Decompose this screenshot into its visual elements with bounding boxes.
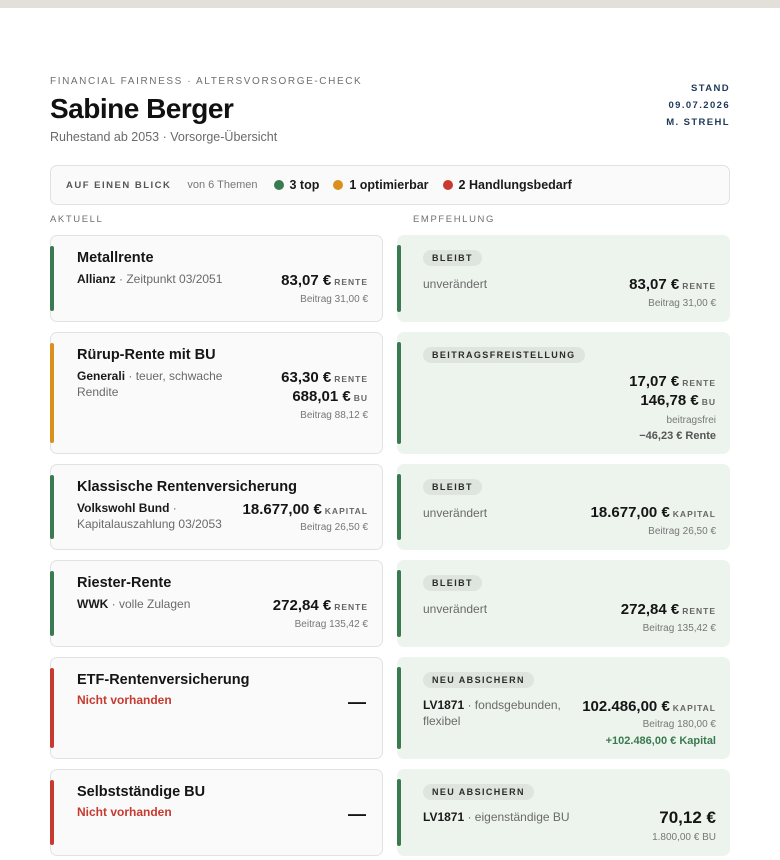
summary-bar bbox=[50, 165, 730, 205]
status-bar bbox=[397, 667, 401, 749]
stand-block bbox=[666, 80, 730, 131]
status-bar bbox=[50, 343, 54, 443]
card-title: Metallrente bbox=[77, 250, 154, 266]
summary-sub: von 6 Themen bbox=[187, 179, 258, 191]
stat-action-needed bbox=[443, 178, 572, 192]
status-badge: NEU ABSICHERN bbox=[423, 784, 534, 800]
status-badge: BLEIBT bbox=[423, 250, 482, 266]
provider: LV1871 bbox=[423, 698, 465, 712]
status-bar bbox=[397, 570, 401, 637]
status-badge: BEITRAGSFREISTELLUNG bbox=[423, 347, 585, 363]
card-title: ETF-Rentenversicherung bbox=[77, 672, 250, 688]
contribution: Beitrag 31,00 € bbox=[300, 294, 368, 305]
provider: WWK bbox=[77, 597, 109, 611]
delta: +102.486,00 € Kapital bbox=[605, 735, 716, 747]
status-bar bbox=[50, 668, 54, 748]
rec-note bbox=[423, 697, 561, 729]
status-bar bbox=[50, 475, 54, 539]
contribution: Beitrag 180,00 € bbox=[642, 719, 716, 730]
missing-label: Nicht vorhanden bbox=[77, 693, 172, 707]
rec-note: unverändert bbox=[423, 277, 488, 291]
unit: RENTE bbox=[682, 378, 716, 388]
stand-author: M. STREHL bbox=[666, 117, 730, 128]
amount-2: 688,01 € BU bbox=[292, 388, 368, 405]
status-bar bbox=[50, 780, 54, 845]
contribution: Beitrag 88,12 € bbox=[300, 410, 368, 421]
contribution: Beitrag 26,50 € bbox=[300, 522, 368, 533]
stand-date: 09.07.2026 bbox=[668, 100, 730, 111]
amount: 272,84 € RENTE bbox=[620, 601, 716, 618]
empty-dash: — bbox=[348, 804, 366, 824]
column-header-recommendation: EMPFEHLUNG bbox=[413, 214, 495, 225]
provider: Generali bbox=[77, 369, 126, 383]
current-card-bu[interactable] bbox=[50, 769, 383, 856]
card-title: Riester-Rente bbox=[77, 575, 172, 591]
contribution: Beitrag 26,50 € bbox=[648, 526, 716, 537]
status-bar bbox=[397, 779, 401, 846]
current-card-riester[interactable] bbox=[50, 560, 383, 647]
unit-2: BU bbox=[701, 397, 716, 407]
current-card-metallrente[interactable] bbox=[50, 235, 383, 322]
summary-label: AUF EINEN BLICK bbox=[66, 179, 172, 191]
stat-top bbox=[274, 178, 320, 192]
stat-optimizable bbox=[333, 178, 428, 192]
contribution: Beitrag 135,42 € bbox=[642, 623, 716, 634]
status-badge: BLEIBT bbox=[423, 575, 482, 591]
current-card-ruerup[interactable] bbox=[50, 332, 383, 454]
detail-2: Kapitalauszahlung 03/2053 bbox=[77, 517, 222, 531]
provider: Allianz bbox=[77, 272, 116, 286]
detail-2: Rendite bbox=[77, 385, 119, 399]
delta: −46,23 € Rente bbox=[639, 430, 716, 442]
detail-2: flexibel bbox=[423, 714, 461, 728]
amount: 63,30 € RENTE bbox=[281, 369, 368, 386]
empty-dash: — bbox=[348, 692, 366, 712]
status-bar bbox=[397, 245, 401, 312]
detail: · teuer, schwache bbox=[125, 369, 223, 383]
unit: RENTE bbox=[334, 602, 368, 612]
card-title: Rürup-Rente mit BU bbox=[77, 347, 216, 363]
amount: 83,07 € RENTE bbox=[281, 272, 368, 289]
status-badge: NEU ABSICHERN bbox=[423, 672, 534, 688]
stat-top-label: 3 top bbox=[289, 178, 320, 192]
rec-card-klassische-rv[interactable] bbox=[397, 464, 730, 550]
rec-card-ruerup[interactable] bbox=[397, 332, 730, 454]
amount: 18.677,00 € KAPITAL bbox=[590, 504, 716, 521]
top-bar bbox=[0, 0, 780, 8]
provider: Volkswohl Bund bbox=[77, 501, 170, 515]
detail: · volle Zulagen bbox=[108, 597, 191, 611]
unit: KAPITAL bbox=[672, 509, 716, 519]
unit: RENTE bbox=[334, 277, 368, 287]
rec-note: unverändert bbox=[423, 602, 488, 616]
unit-2: BU bbox=[353, 393, 368, 403]
green-dot-icon bbox=[274, 180, 284, 190]
unit: KAPITAL bbox=[672, 703, 716, 713]
stat-need-label: 2 Handlungsbedarf bbox=[458, 178, 572, 192]
unit: RENTE bbox=[682, 606, 716, 616]
rec-note: unverändert bbox=[423, 506, 488, 520]
card-meta bbox=[77, 500, 222, 532]
page-subtitle: Ruhestand ab 2053 · Vorsorge-Übersicht bbox=[50, 130, 278, 144]
status-badge: BLEIBT bbox=[423, 479, 482, 495]
amount: 102.486,00 € KAPITAL bbox=[582, 698, 716, 715]
column-header-current: AKTUELL bbox=[50, 214, 104, 225]
rec-card-metallrente[interactable] bbox=[397, 235, 730, 322]
rec-note bbox=[423, 809, 570, 825]
provider: LV1871 bbox=[423, 810, 465, 824]
page-header bbox=[50, 76, 730, 156]
current-card-etf[interactable] bbox=[50, 657, 383, 759]
eyebrow: FINANCIAL FAIRNESS · ALTERSVORSORGE-CHECK bbox=[50, 76, 363, 87]
contribution: 1.800,00 € BU bbox=[652, 832, 716, 843]
unit: RENTE bbox=[334, 374, 368, 384]
status-bar bbox=[50, 246, 54, 311]
amount-2: 146,78 € BU bbox=[640, 392, 716, 409]
amount: 272,84 € RENTE bbox=[272, 597, 368, 614]
unit: RENTE bbox=[682, 281, 716, 291]
amount: 18.677,00 € KAPITAL bbox=[242, 501, 368, 518]
contribution: beitragsfrei bbox=[666, 415, 716, 426]
status-bar bbox=[397, 474, 401, 540]
contribution: Beitrag 135,42 € bbox=[294, 619, 368, 630]
card-title: Selbstständige BU bbox=[77, 784, 206, 800]
detail: · eigenständige BU bbox=[464, 810, 570, 824]
red-dot-icon bbox=[443, 180, 453, 190]
detail: · bbox=[169, 501, 177, 515]
page-title: Sabine Berger bbox=[50, 93, 234, 124]
status-bar bbox=[50, 571, 54, 636]
orange-dot-icon bbox=[333, 180, 343, 190]
current-card-klassische-rv[interactable] bbox=[50, 464, 383, 550]
card-title: Klassische Rentenversicherung bbox=[77, 479, 298, 495]
missing-label: Nicht vorhanden bbox=[77, 805, 172, 819]
status-bar bbox=[397, 342, 401, 444]
detail: · Zeitpunkt 03/2051 bbox=[115, 272, 223, 286]
amount: 70,12 € bbox=[659, 808, 716, 827]
contribution: Beitrag 31,00 € bbox=[648, 298, 716, 309]
detail: · fondsgebunden, bbox=[464, 698, 561, 712]
card-meta bbox=[77, 271, 222, 287]
stat-opt-label: 1 optimierbar bbox=[349, 178, 429, 192]
unit: KAPITAL bbox=[324, 506, 368, 516]
card-meta bbox=[77, 368, 222, 400]
rec-card-riester[interactable] bbox=[397, 560, 730, 647]
rec-card-bu[interactable] bbox=[397, 769, 730, 856]
stand-label: STAND bbox=[690, 83, 730, 94]
amount: 83,07 € RENTE bbox=[629, 276, 716, 293]
rec-card-etf[interactable] bbox=[397, 657, 730, 759]
card-meta bbox=[77, 596, 190, 612]
amount: 17,07 € RENTE bbox=[629, 373, 716, 390]
